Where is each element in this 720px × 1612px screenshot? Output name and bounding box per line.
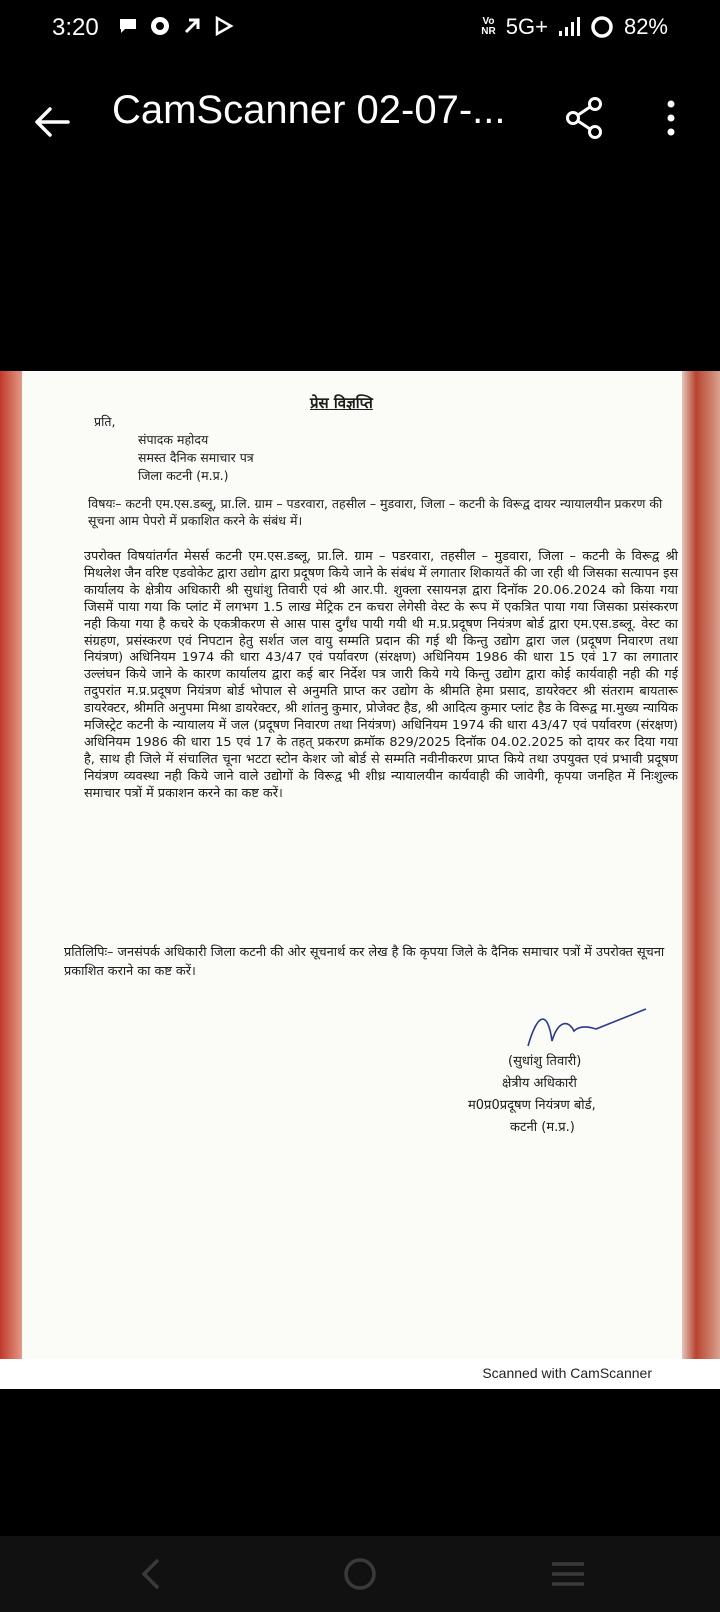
status-bar xyxy=(0,0,720,64)
signal-icon xyxy=(558,17,580,37)
signatory-name: (सुधांशु तिवारी) xyxy=(508,1054,582,1069)
network-type: 5G+ xyxy=(505,14,548,39)
nav-back-icon[interactable] xyxy=(132,1554,172,1594)
volte-indicator: Vo NR xyxy=(481,16,496,37)
page-title: CamScanner 02-07-... xyxy=(112,88,506,132)
to-line: प्रति, xyxy=(94,414,116,429)
signature-block xyxy=(468,1051,678,1139)
paper-edge-right xyxy=(680,371,720,1389)
scanned-document-image[interactable] xyxy=(0,371,720,1389)
signatory-org: म0प्र0प्रदूषण नियंत्रण बोर्ड, xyxy=(468,1098,596,1113)
more-options-icon[interactable] xyxy=(656,96,686,140)
chat-icon xyxy=(118,17,138,35)
share-icon[interactable] xyxy=(564,96,604,140)
app-icon xyxy=(150,16,170,36)
status-time: 3:20 xyxy=(52,14,99,41)
status-right xyxy=(481,14,668,40)
to-line: संपादक महोदय xyxy=(138,432,209,447)
copy-to-line: प्रतिलिपिः– जनसंपर्क अधिकारी जिला कटनी की ओर सूचनार्थ कर लेख है कि कृपया जिले के दैनिक समाचार पत्रों में उपरोक्त सूचना प्रकाशित कराने का कष्ट करें। xyxy=(64,945,665,979)
to-line: जिला कटनी (म.प्र.) xyxy=(138,468,229,483)
recipient-block xyxy=(94,413,254,485)
navigation-bar xyxy=(0,1536,720,1612)
battery-ring-icon xyxy=(590,15,614,39)
scanned-with-label: Scanned with CamScanner xyxy=(482,1365,652,1381)
to-line: समस्त दैनिक समाचार पत्र xyxy=(138,450,254,465)
document-content xyxy=(22,371,682,1359)
nav-home-icon[interactable] xyxy=(340,1554,380,1594)
notification-icons xyxy=(118,16,234,36)
body-paragraph: उपरोक्त विषयांतर्गत मेसर्स कटनी एम.एस.डब्लू, प्रा.लि. ग्राम – पडरवारा, तहसील – मुडवारा, जिला – कटनी के विरूद्व श्री मिथलेश जैन वरिष्ट एडवोकेट द्वारा उद्योग द्वारा प्रदूषण किये जाने के संबंध में लगातार शिकायतें की जा रही थी जिसका सत्यापन इस कार्यालय के क्षेत्रीय अधिकारी श्री सुधांशु तिवारी एवं श्री आर.पी. शुक्ला रसायनज्ञ द्वारा दिनॉक 20.06.2024 को किया गया जिसमें पाया गया कि प्लांट में लगभग 1.5 लाख मेट्रिक टन कचरा लेगेसी वेस्ट के रूप में एकत्रित पाया गया जिसका प्रसंस्करण नही किया गया है कचरे के एकत्रीकरण से आस पास दुर्गंध पायी गयी थी म.प्र.प्रदूषण नियंत्रण बोर्ड द्वारा एम.एस.डब्लू. वेस्ट का संग्रहण, प्रसंस्करण एवं निपटान हेतु सर्शत जल वायु सम्मति प्रदान की गई थी किन्तु उद्योग द्वारा जल (प्रदूषण निवारण तथा नियंत्रण) अधिनियम 1974 की धारा 43/47 एवं पर्यावरण (संरक्षण) अधिनियम 1986 की धारा 15 एवं 17 का लगातार उल्लंघन किये जाने के कारण कार्यालय द्वारा कई बार निर्देश पत्र जारी किये गये किन्तु उद्योग द्वारा कोई कार्यवाही नही की गई तदुपरांत म.प्र.प्रदूषण नियंत्रण बोर्ड भोपाल से अनुमति प्राप्त कर उद्योग के श्रीमति हेमा प्रसाद, डायरेक्टर श्री संतराम बायतारू डायरेक्टर, श्रीमति अनुपमा मिश्रा डायरेक्टर, श्री शांतनु कुमार, प्रोजेक्ट हैड, श्री आदित्य कुमार प्लांट हैड के विरूद्व मा.मुख्य न्यायिक मजिस्ट्रेट कटनी के न्यायालय में जल (प्रदूषण निवारण तथा नियंत्रण) अधिनियम 1974 की धारा 43/47 एवं पर्यावरण (संरक्षण) अधिनियम 1986 की धारा 15 एवं 17 के तहत् प्रकरण क्रमॉक 829/2025 दिनॉक 04.02.2025 को दायर कर दिया गया है, साथ ही जिले में संचालित चूना भटटा स्टोन केशर जो बोर्ड से सम्मति नवीनीकरण प्राप्त किये तथा उपयुक्त एवं प्रभावी प्रदूषण नियंत्रण व्यवस्था नही किये जाने वाले उद्योगों के विरूद्व भी शीध्र न्यायालयीन कार्यवाही की जावेगी, कृपया जनहित में निःशुल्क समाचार पत्रों में प्रकाशन करने का कष्ट करें। xyxy=(84,549,678,801)
back-arrow-icon[interactable] xyxy=(30,100,74,144)
signatory-title: क्षेत्रीय अधिकारी xyxy=(502,1076,577,1091)
signatory-place: कटनी (म.प्र.) xyxy=(510,1120,575,1135)
subject-line: विषयः– कटनी एम.एस.डब्लू, प्रा.लि. ग्राम – पडरवारा, तहसील – मुडवारा, जिला – कटनी के विरूद्व दायर न्यायालयीन प्रकरण की सूचना आम पेपरो में प्रकाशित करने के संबंध में। xyxy=(88,496,663,528)
battery-level: 82% xyxy=(623,14,668,39)
arrow-up-right-icon xyxy=(182,16,202,36)
nav-recents-icon[interactable] xyxy=(548,1554,588,1594)
play-store-icon xyxy=(214,16,234,36)
document-heading: प्रेस विज्ञप्ति xyxy=(310,394,373,412)
paper-edge-left xyxy=(0,371,22,1389)
app-bar xyxy=(0,64,720,174)
